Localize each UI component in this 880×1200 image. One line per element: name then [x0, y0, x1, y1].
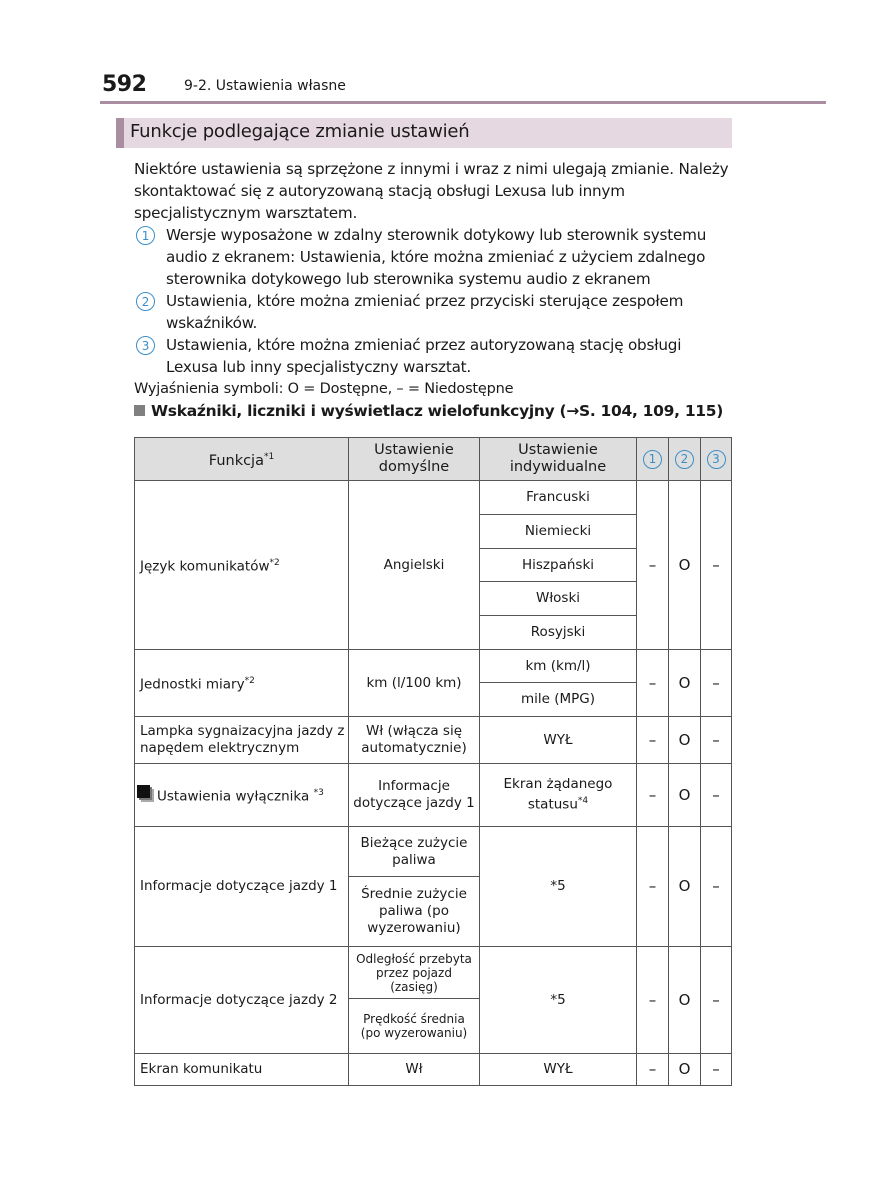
title-accent [116, 118, 124, 148]
cell-custom: Ekran żądanego statusu$^{*4}$ [480, 764, 637, 827]
symbol-legend: Wyjaśnienia symboli: O = Dostępne, – = Niedostępne [134, 381, 514, 397]
cell-m3: – [701, 717, 732, 764]
cell-function: Ustawienia wyłącznika $^{*3}$ [135, 764, 349, 827]
cell-function: Ekran komunikatu [135, 1054, 349, 1086]
cell-m3: – [701, 947, 732, 1054]
note-3 [134, 334, 734, 378]
cell-default: Średnie zużycie paliwa (po wyzerowaniu) [349, 877, 480, 947]
table-row [135, 717, 732, 764]
table-row [135, 827, 732, 877]
cell-option: Niemiecki [480, 515, 637, 549]
cell-default: Wł (włącza się automatycznie) [349, 717, 480, 764]
header-m3 [701, 438, 732, 481]
cell-custom: WYŁ [480, 1054, 637, 1086]
cell-default: Bieżące zużycie paliwa [349, 827, 480, 877]
table-row [135, 481, 732, 515]
circled-3-icon: 3 [136, 336, 155, 355]
cell-custom: *5 [480, 827, 637, 947]
cell-default: Angielski [349, 481, 480, 650]
cell-m2: O [669, 481, 701, 650]
cell-m3: – [701, 1054, 732, 1086]
cell-m3: – [701, 481, 732, 650]
note-text: Ustawienia, które można zmieniać przez przyciski sterujące zespołem wskaźników. [166, 292, 684, 332]
cell-default: Odległość przebyta przez pojazd (zasięg) [349, 947, 480, 999]
cell-default: km (l/100 km) [349, 650, 480, 717]
table-row [135, 1054, 732, 1086]
cell-function: Lampka sygnaizacyjna jazdy z napędem elektrycznym [135, 717, 349, 764]
header-function: Funkcja$^{*1}$ [135, 438, 349, 481]
table-row [135, 947, 732, 999]
cell-option: Hiszpański [480, 549, 637, 582]
cell-m1: – [637, 481, 669, 650]
header-m1 [637, 438, 669, 481]
cell-option: Rosyjski [480, 616, 637, 650]
cell-m2: O [669, 650, 701, 717]
cell-m2: O [669, 1054, 701, 1086]
cell-m1: – [637, 650, 669, 717]
circled-2-icon: 2 [136, 292, 155, 311]
subheading-text: Wskaźniki, liczniki i wyświetlacz wielofunkcyjny (→S. 104, 109, 115) [151, 402, 724, 420]
header-m2 [669, 438, 701, 481]
section-title-bar [116, 118, 732, 148]
cell-function: Jednostki miary$^{*2}$ [135, 650, 349, 717]
table-row [135, 650, 732, 683]
cell-m1: – [637, 764, 669, 827]
note-text: Wersje wyposażone w zdalny sterownik dotykowy lub sterownik systemu audio z ekranem: Ustawienia, które można zmieniać z użyciem zdalnego sterownika dotykowego lub sterownika systemu audio z ekranem [166, 226, 707, 288]
section-path: 9-2. Ustawienia własne [184, 78, 346, 94]
settings-table [134, 437, 732, 1086]
square-bullet-icon [134, 405, 145, 416]
cell-option: km (km/l) [480, 650, 637, 683]
cell-m2: O [669, 717, 701, 764]
intro-paragraph: Niektóre ustawienia są sprzężone z innymi i wraz z nimi ulegają zmianie. Należy skontaktować się z autoryzowaną stacją obsługi Lexusa lub innym specjalistycznym warsztatem. [134, 160, 729, 222]
cell-function: Informacje dotyczące jazdy 2 [135, 947, 349, 1054]
circled-1-icon: 1 [643, 450, 662, 469]
page-number: 592 [102, 72, 147, 97]
table-header-row [135, 438, 732, 481]
cell-option: Francuski [480, 481, 637, 515]
cell-option: mile (MPG) [480, 683, 637, 717]
cell-default: Prędkość średnia (po wyzerowaniu) [349, 999, 480, 1054]
cell-function: Informacje dotyczące jazdy 1 [135, 827, 349, 947]
header-custom: Ustawienie indywidualne [480, 438, 637, 481]
note-2 [134, 290, 734, 334]
cell-m1: – [637, 717, 669, 764]
table-row [135, 764, 732, 827]
cell-custom: WYŁ [480, 717, 637, 764]
cell-default: Informacje dotyczące jazdy 1 [349, 764, 480, 827]
note-1 [134, 224, 734, 290]
cell-m3: – [701, 827, 732, 947]
cell-option: Włoski [480, 582, 637, 616]
cell-m2: O [669, 764, 701, 827]
cell-function: Język komunikatów$^{*2}$ [135, 481, 349, 650]
cell-m2: O [669, 947, 701, 1054]
section-title: Funkcje podlegające zmianie ustawień [130, 121, 470, 142]
cell-default: Wł [349, 1054, 480, 1086]
subheading [134, 400, 734, 422]
cell-m3: – [701, 764, 732, 827]
circled-2-icon: 2 [675, 450, 694, 469]
cell-m1: – [637, 827, 669, 947]
cell-m1: – [637, 947, 669, 1054]
page-header [100, 70, 826, 102]
circled-1-icon: 1 [136, 226, 155, 245]
circled-3-icon: 3 [707, 450, 726, 469]
cell-m1: – [637, 1054, 669, 1086]
intro [134, 158, 734, 422]
cell-m2: O [669, 827, 701, 947]
cell-m3: – [701, 650, 732, 717]
header-default: Ustawienie domyślne [349, 438, 480, 481]
cell-custom: *5 [480, 947, 637, 1054]
header-divider [100, 101, 826, 104]
switch-icon [137, 785, 155, 803]
note-text: Ustawienia, które można zmieniać przez autoryzowaną stację obsługi Lexusa lub inny specjalistyczny warsztat. [166, 336, 682, 376]
